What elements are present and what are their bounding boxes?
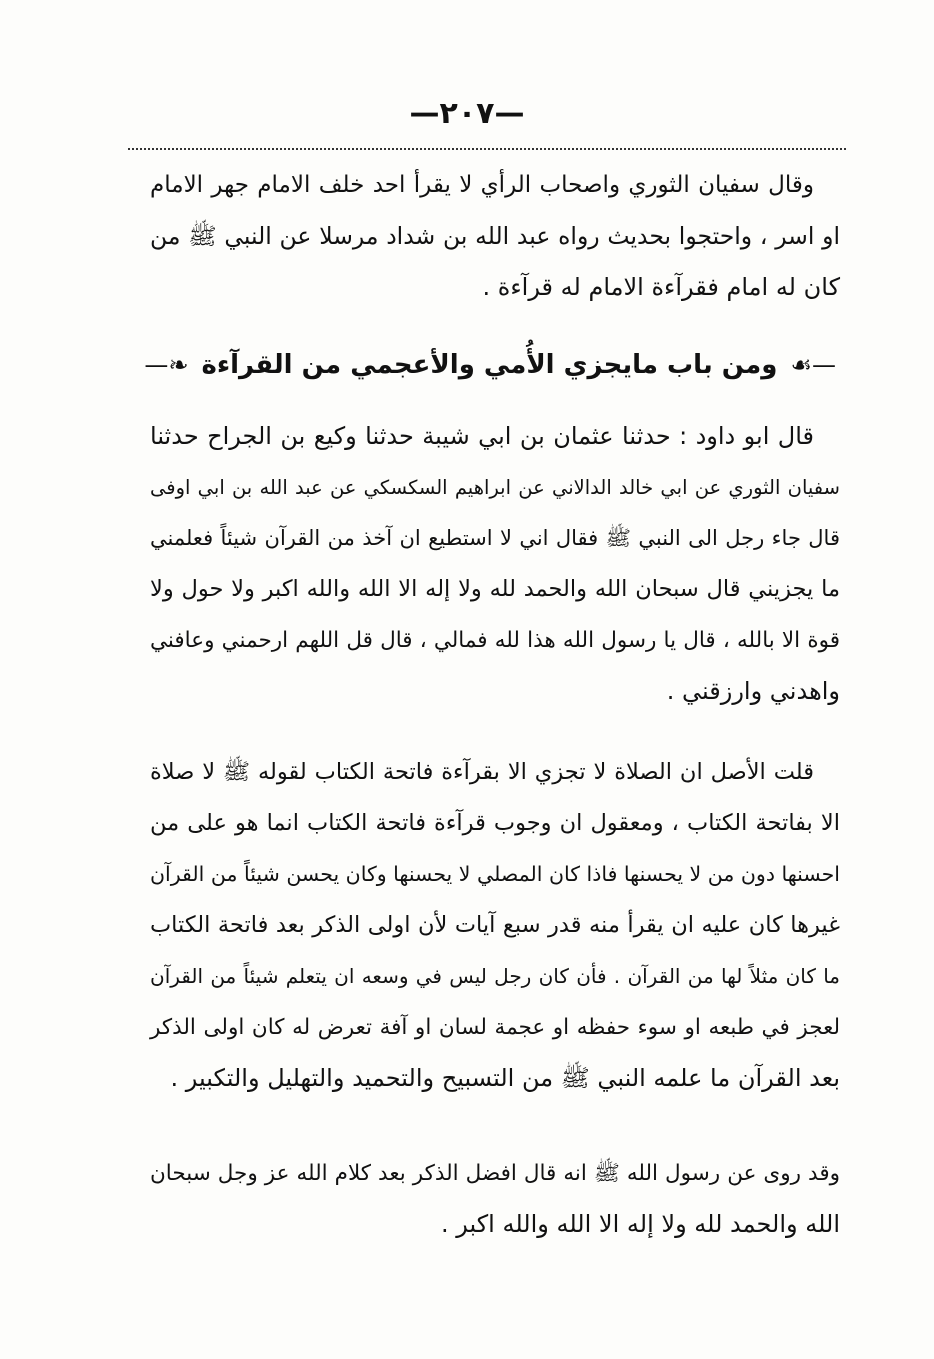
text-line: لعجز في طبعه او سوء حفظه او عجمة لسان او آفة تعرض له كان اولى الذكر: [150, 1015, 840, 1040]
text-line: كان له امام فقرآءة الامام له قرآءة .: [482, 273, 840, 301]
text-line: ما يجزيني قال سبحان الله والحمد لله ولا إله الا الله والله اكبر ولا حول ولا: [150, 576, 840, 602]
paragraph-3: [150, 747, 840, 1104]
paragraph-1: [150, 160, 840, 313]
heading-title: ومن باب مايجزي الأُمي والأعجمي من القرآءة: [201, 350, 778, 380]
text-line: الا بفاتحة الكتاب ، ومعقول ان وجوب قرآءة فاتحة الكتاب انما هو على من: [150, 810, 840, 836]
text-line: ما كان مثلاً لها من القرآن . فأن كان رجل ليس في وسعه ان يتعلم شيئاً من القرآن: [150, 964, 840, 988]
text-line: قلت الأصل ان الصلاة لا تجزي الا بقرآءة فاتحة الكتاب لقوله ﷺ لا صلاة: [150, 759, 814, 785]
text-line: واهدني وارزقني .: [666, 677, 840, 705]
text-line: قال جاء رجل الى النبي ﷺ فقال اني لا استطيع ان آخذ من القرآن شيئاً فعلمني: [150, 526, 840, 550]
paragraph-2: [150, 411, 840, 717]
ornament-left-icon: ❧—: [144, 351, 189, 379]
text-line: قال ابو داود : حدثنا عثمان بن ابي شيبة حدثنا وكيع بن الجراح حدثنا: [150, 422, 814, 450]
ornament-right-icon: —☙: [790, 351, 836, 379]
text-line: وقد روى عن رسول الله ﷺ انه قال افضل الذكر بعد كلام الله عز وجل سبحان: [150, 1161, 840, 1186]
text-line: الله والحمد لله ولا إله الا الله والله اكبر .: [441, 1210, 840, 1238]
text-line: او اسر ، واحتجوا بحديث رواه عبد الله بن شداد مرسلا عن النبي ﷺ من: [150, 222, 840, 250]
section-heading: [144, 340, 840, 390]
text-line: غيرها كان عليه ان يقرأ منه قدر سبع آيات لأن اولى الذكر بعد فاتحة الكتاب: [150, 912, 840, 938]
text-line: قوة الا بالله ، قال يا رسول الله هذا لله فمالي ، قال قل اللهم ارحمني وعافني: [150, 628, 840, 653]
text-line: بعد القرآن ما علمه النبي ﷺ من التسبيح والتحميد والتهليل والتكبير .: [170, 1064, 840, 1092]
page-number: —٢٠٧—: [409, 96, 525, 131]
text-line: وقال سفيان الثوري واصحاب الرأي لا يقرأ احد خلف الامام جهر الامام: [150, 172, 814, 198]
header-divider: [128, 148, 846, 150]
paragraph-4: [150, 1148, 840, 1250]
text-line: احسنها دون من لا يحسنها فاذا كان المصلي لا يحسنها وكان يحسن شيئاً من القرآن: [150, 862, 840, 886]
text-line: سفيان الثوري عن ابي خالد الدالاني عن ابراهيم السكسكي عن عبد الله بن ابي اوفى: [150, 476, 840, 499]
